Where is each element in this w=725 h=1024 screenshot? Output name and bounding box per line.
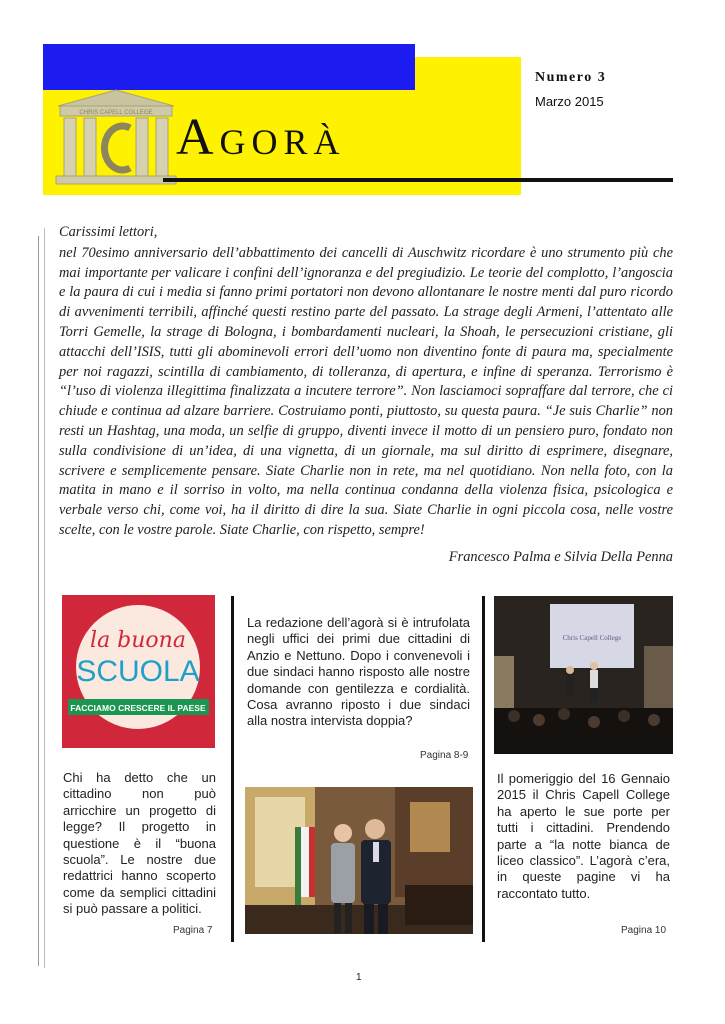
- margin-rule-outer: [38, 236, 39, 966]
- editorial: [59, 223, 673, 568]
- logo-caption: CHRIS CAPELL COLLEGE: [79, 110, 153, 116]
- open-day-photo: [494, 596, 673, 754]
- column-rule-left: [231, 596, 234, 942]
- buona-scuola-text: Chi ha detto che un cittadino non può arricchire un progetto di legge? Il progetto in questione è il “buona scuola”. Le nostre due redattrici hanno scoperto come da semplici cittadini si può passare a politici.: [63, 770, 216, 917]
- editorial-greeting: Carissimi lettori,: [59, 224, 158, 240]
- margin-rule-inner: [44, 228, 45, 968]
- mayors-photo-graphic: [245, 787, 473, 934]
- mayors-photo: [245, 787, 473, 934]
- editorial-body: nel 70esimo anniversario dell’abbattimento dei cancelli di Auschwitz ricordare è uno strumento più che mai importante per valicare i confini dell’ignoranza e del pregiudizio. Le teorie del complotto, l’angoscia e la paura di cui i media si fanno primi portatori non devono allontanare le nostre menti dal puro ricordo di avvenimenti terribili, affinché questi restino parte del passato. La strage degli Armeni, l’attentato alle Torri Gemelle, la strage di Bologna, i bombardamenti nucleari, la Shoah, le persecuzioni cristiane, gli attacchi dell’ISIS, tutti gli abominevoli errori dell’uomo non diventino fonte di paura ma, specialmente per noi ragazzi, scintilla di cambiamento, di tolleranza, di apertura, e infine di speranza. Terrorismo è “l’uso di violenza illegittima finalizzata a incutere terrore”. Non lasciamoci sopraffare dal terrore, che ci chiude e continua ad alzare barriere. Costruiamo ponti, piuttosto, su questa paura. “Je suis Charlie” non resti un Hashtag, una moda, un selfie di gruppo, diventi invece il motto di un pensiero puro, fondato non sulla condivisione di un’idea, di una vignetta, di un giornale, ma sul diritto di esprimere, disegnare, scrivere e semplicemente pensare. Siate Charlie non in rete, ma nel quotidiano. Non nella foto, con la matita in mano e il sorriso in volto, ma nella continua condanna della violenza fisica, psicologica e verbale verso chi, come voi, ha il diritto di dire la sua. Siate Charlie in ogni piccola cosa, nelle vostre scelte, con le vostre parole. Siate Charlie, con rispetto, sempre!: [59, 244, 673, 538]
- open-day-photo-graphic: [494, 596, 673, 754]
- buona-scuola-logo: [62, 595, 215, 748]
- sindaci-page-ref[interactable]: Pagina 8-9: [420, 750, 469, 761]
- column-rule-right: [482, 596, 485, 942]
- open-day-screen-text: Chris Capell College: [562, 634, 622, 642]
- newspaper-title: Agorà: [176, 109, 346, 166]
- issue-number: Numero 3: [535, 70, 607, 85]
- buona-scuola-page-ref[interactable]: Pagina 7: [173, 925, 213, 936]
- buona-scuola-line1: la buona: [90, 628, 186, 653]
- masthead-blue-block: [43, 44, 415, 90]
- issue-date: Marzo 2015: [535, 94, 604, 109]
- open-day-text: Il pomeriggio del 16 Gennaio 2015 il Chris Capell College ha aperto le sue porte per tutti i cittadini. Prendendo parte a “la notte bianca de liceo classico”. L’agorà c’era, in queste pagine vi ha raccontato tutto.: [497, 771, 670, 901]
- buona-scuola-graphic: [62, 595, 215, 748]
- college-logo: [52, 88, 180, 188]
- buona-scuola-banner: FACCIAMO CRESCERE IL PAESE: [70, 703, 206, 713]
- buona-scuola-line2: SCUOLA: [76, 655, 200, 688]
- page-number: 1: [356, 972, 362, 983]
- header-rule: [163, 178, 673, 182]
- sindaci-text: La redazione dell’agorà si è intrufolata negli uffici dei primi due cittadini di Anzio e Nettuno. Dopo i convenevoli i due sindaci hanno risposto alle nostre domande con gentilezza e cordialità. Cosa avranno riposto i due sindaci alla nostra intervista doppia?: [247, 615, 470, 729]
- editorial-signature: Francesco Palma e Silvia Della Penna: [448, 548, 673, 565]
- open-day-page-ref[interactable]: Pagina 10: [621, 925, 667, 936]
